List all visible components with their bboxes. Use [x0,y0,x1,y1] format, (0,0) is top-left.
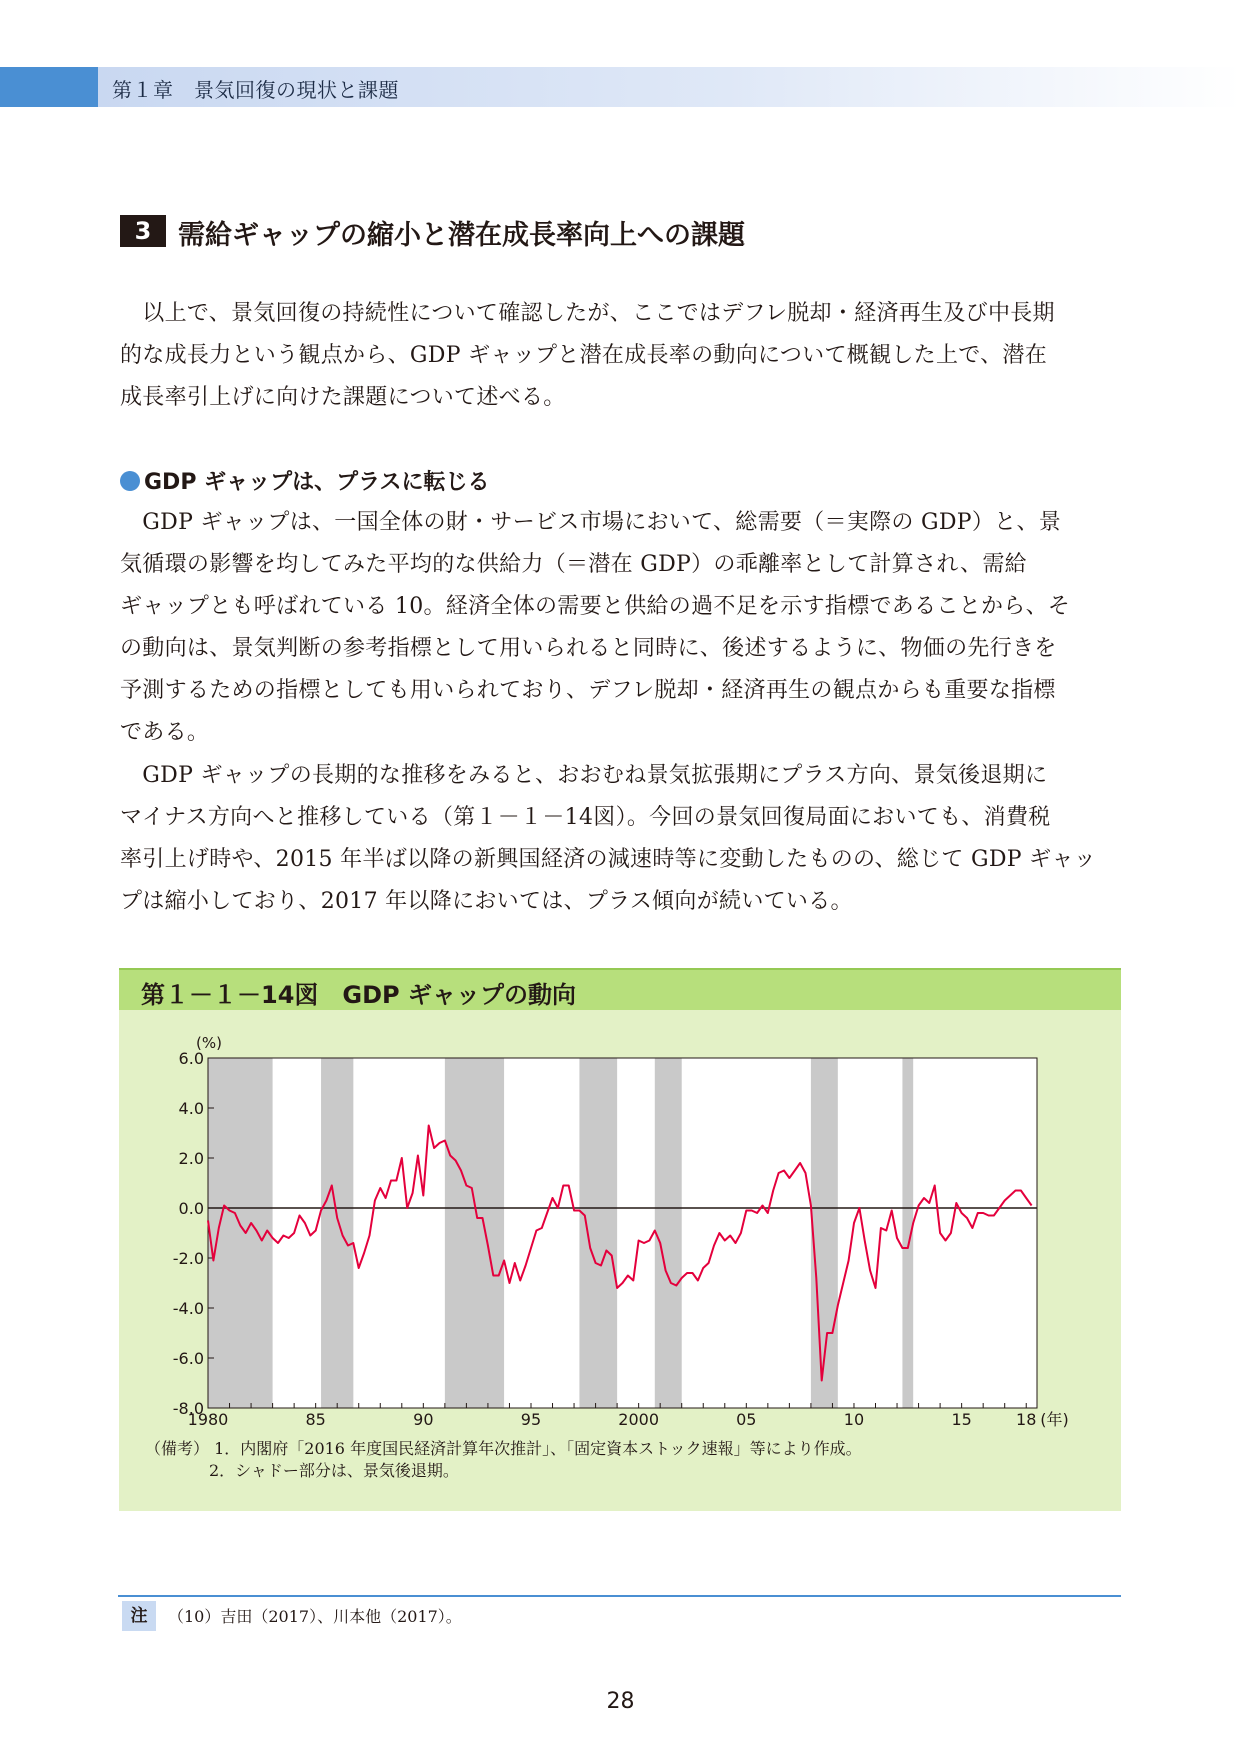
body-line: の動向は、景気判断の参考指標として用いられると同時に、後述するように、物価の先行きを [120,636,1057,661]
y-tick-label: 0.0 [178,1199,204,1218]
subheading [120,465,489,496]
intro-paragraph [120,293,1120,419]
intro-line: 的な成長力という観点から、GDP ギャップと潜在成長率の動向について概観した上で、潜在 [120,343,1048,368]
bullet-dot-icon [120,471,140,491]
x-tick-label: 18 [1016,1410,1037,1429]
x-tick-label: 85 [305,1410,326,1429]
body-line: 率引上げ時や、2015 年半ば以降の新興国経済の減速時等に変動したものの、総じて GDP ギャッ [120,847,1097,872]
y-tick-label: 6.0 [178,1049,204,1068]
y-tick-label: -2.0 [172,1249,204,1268]
y-tick-label: -4.0 [172,1299,204,1318]
intro-line: 以上で、景気回復の持続性について確認したが、ここではデフレ脱却・経済再生及び中長期 [120,301,1055,326]
y-axis-unit: (%) [196,1034,222,1052]
figure-title: 第１－１－14図 GDP ギャップの動向 [141,981,576,1009]
x-tick-label: 95 [520,1410,542,1429]
recession-shade [445,1058,504,1408]
x-tick-label: 1980 [187,1410,229,1429]
figure-note: 2．シャドー部分は、景気後退期。 [145,1461,459,1480]
section-number-badge: 3 [120,215,166,247]
body-line: GDP ギャップは、一国全体の財・サービス市場において、総需要（＝実際の GDP）と、景 [120,510,1062,535]
y-tick-label: 2.0 [178,1149,204,1168]
body-paragraph-2 [120,755,1120,923]
body-line: である。 [120,720,210,745]
footnote-text: （10）吉田（2017）、川本他（2017）。 [168,1607,462,1626]
figure-note: （備考） 1．内閣府「2016 年度国民経済計算年次推計」、「固定資本ストック速報」等により作成。 [145,1439,862,1458]
body-paragraph-1 [120,502,1120,754]
recession-shade [655,1058,682,1408]
y-tick-label: 4.0 [178,1099,204,1118]
recession-shade [579,1058,617,1408]
body-line: GDP ギャップの長期的な推移をみると、おおむね景気拡張期にプラス方向、景気後退期に [120,763,1048,788]
x-tick-label: 90 [413,1410,434,1429]
subheading-text: GDP ギャップは、プラスに転じる [144,470,490,495]
x-axis-unit: (年) [1040,1410,1069,1429]
figure-notes [145,1438,862,1482]
header-accent-bar [0,67,98,107]
gdp-gap-chart [119,968,1121,1438]
footnote-label: 注 [122,1601,156,1631]
body-line: 予測するための指標としても用いられており、デフレ脱却・経済再生の観点からも重要な指標 [120,678,1056,703]
body-line: 気循環の影響を均してみた平均的な供給力（＝潜在 GDP）の乖離率として計算され、需給 [120,552,1027,577]
body-line: プは縮小しており、2017 年以降においては、プラス傾向が続いている。 [120,889,853,914]
figure-box [119,968,1121,1511]
x-tick-label: 05 [736,1410,757,1429]
section-title: 需給ギャップの縮小と潜在成長率向上への課題 [178,220,745,251]
x-tick-label: 10 [843,1410,865,1429]
y-tick-label: -8.0 [172,1399,204,1418]
body-line: マイナス方向へと推移している（第１－１－14図）。今回の景気回復局面においても、消費税 [120,805,1051,830]
y-tick-label: -6.0 [172,1349,204,1368]
page-number: 28 [606,1689,635,1714]
footnote-rule [118,1595,1121,1597]
x-tick-label: 2000 [618,1410,660,1429]
chapter-title: 第１章 景気回復の現状と課題 [112,78,399,102]
x-tick-label: 15 [951,1410,972,1429]
intro-line: 成長率引上げに向けた課題について述べる。 [120,385,566,410]
recession-shade [321,1058,353,1408]
body-line: ギャップとも呼ばれている 10。経済全体の需要と供給の過不足を示す指標であることから、そ [120,594,1071,619]
